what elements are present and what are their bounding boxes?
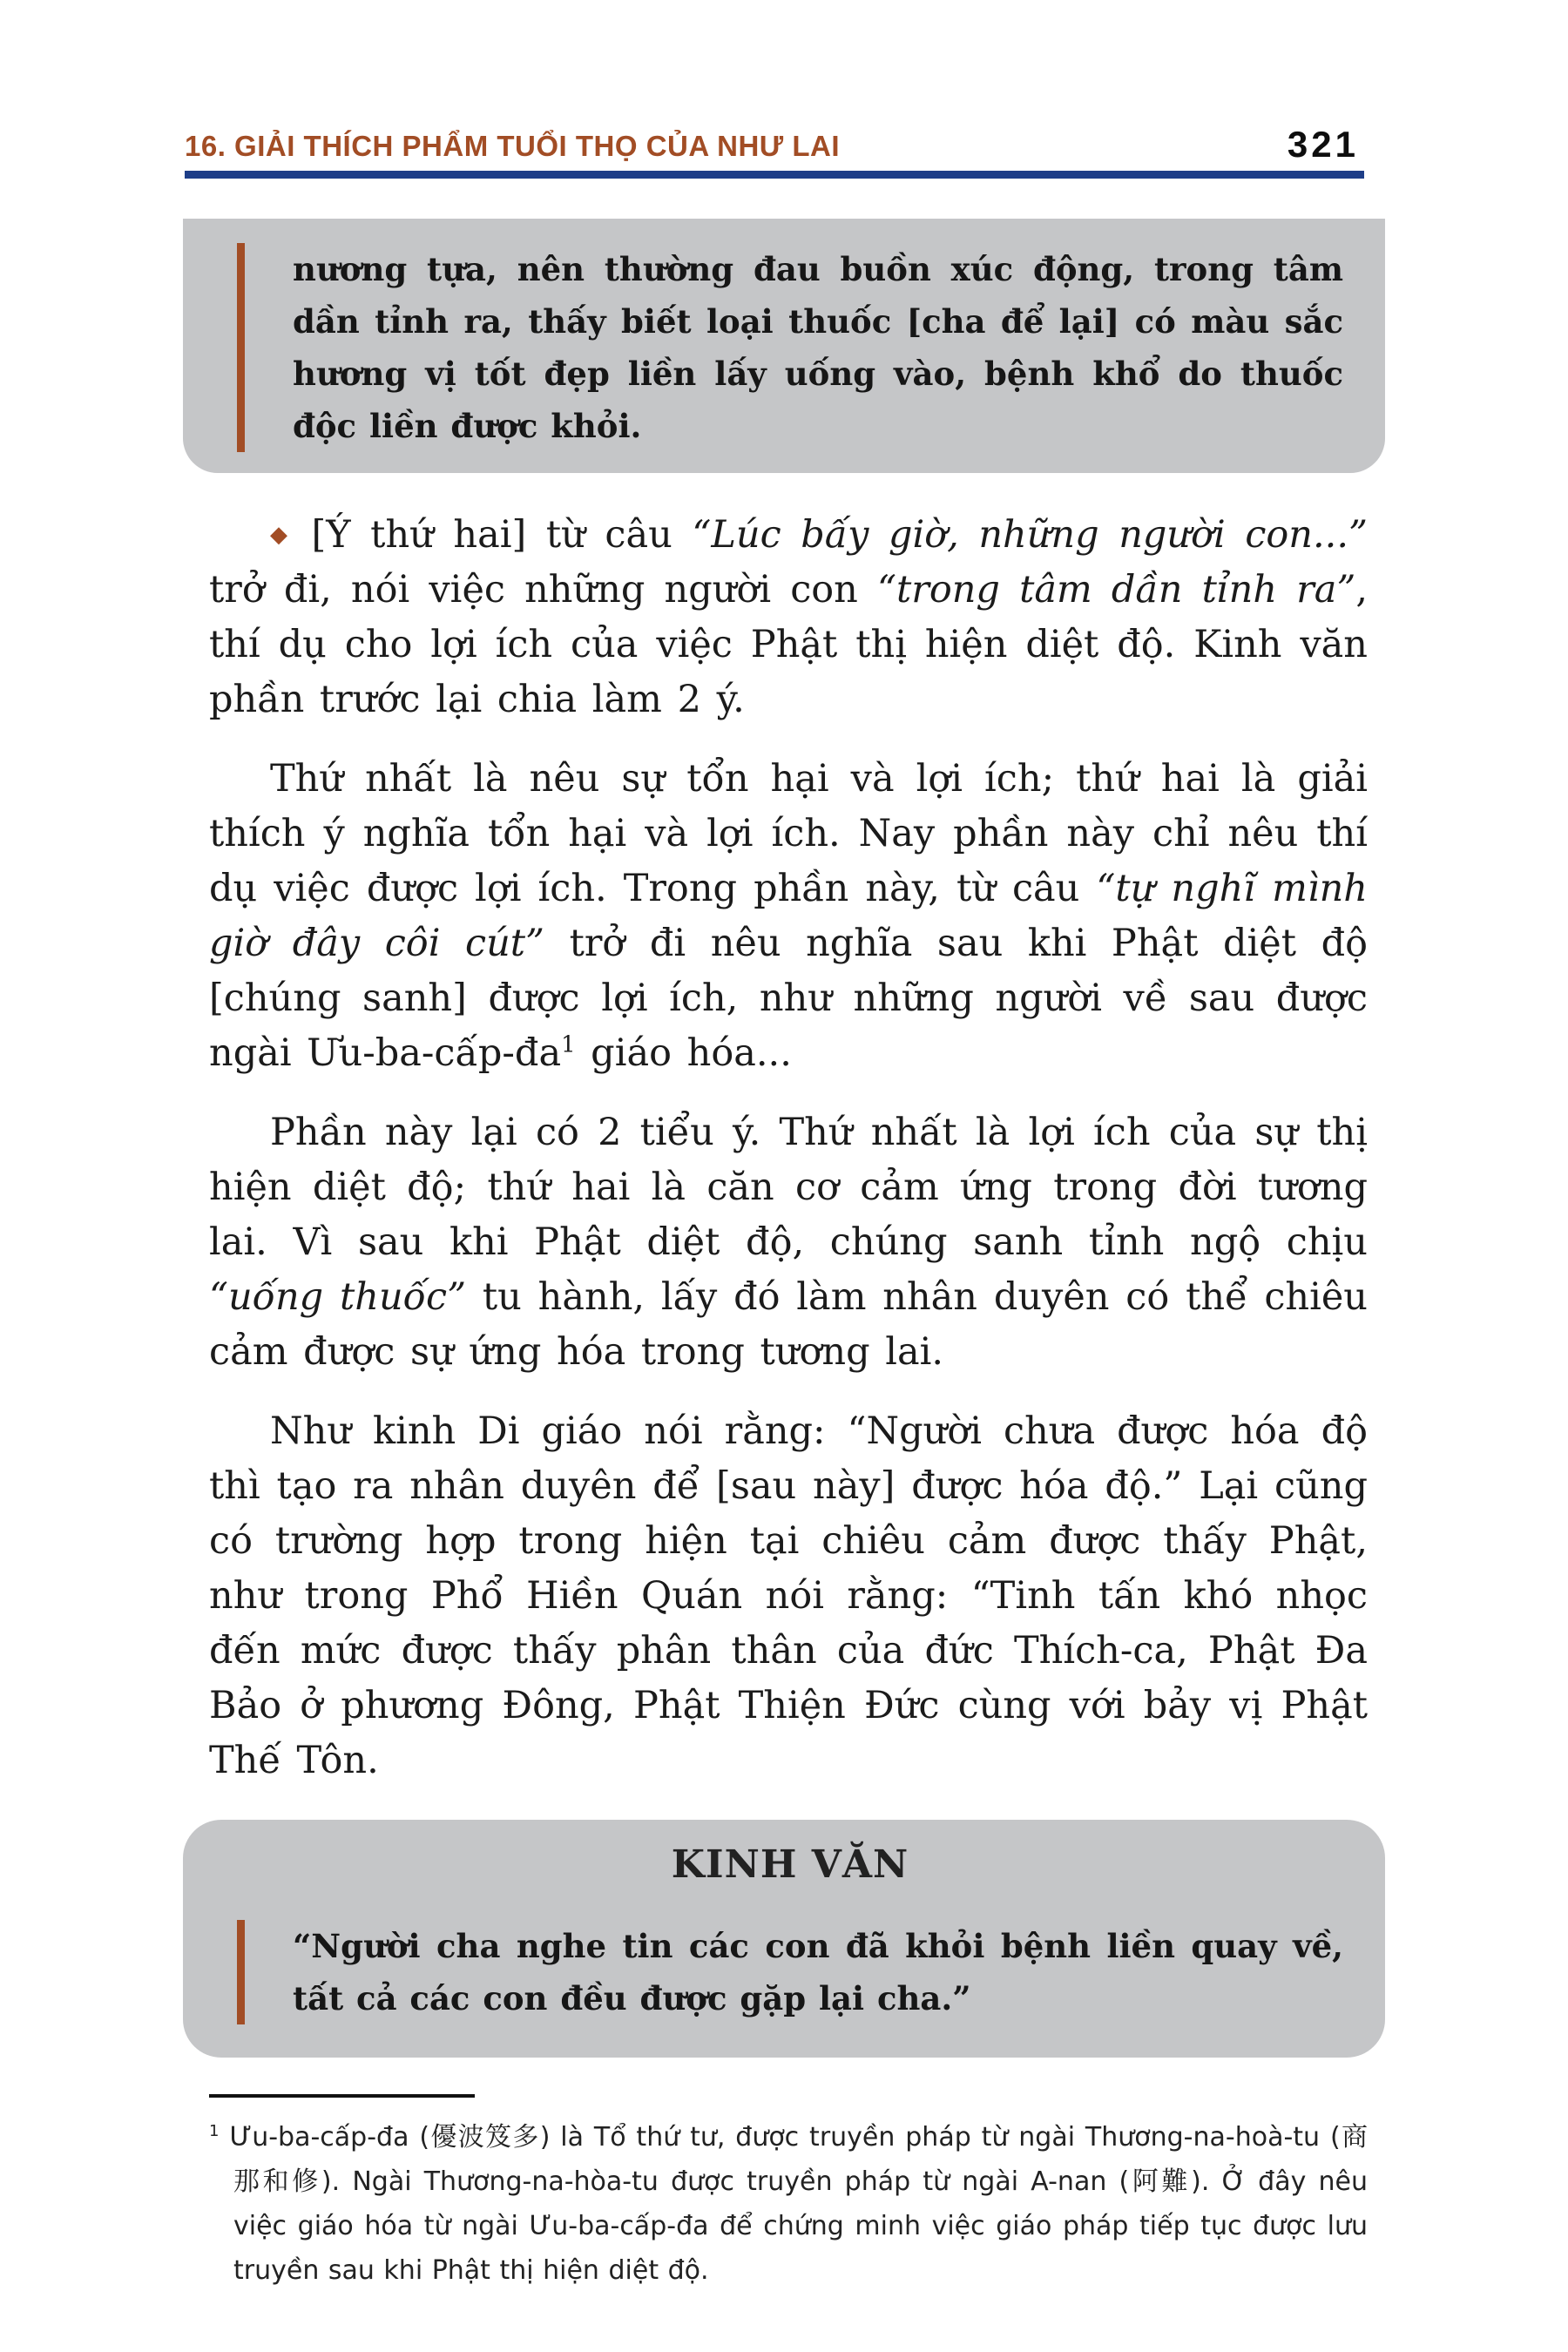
chapter-running-title: 16. GIẢI THÍCH PHẨM TUỔI THỌ CỦA NHƯ LAI [185,130,840,162]
kinh-van-quote-text: “Người cha nghe tin các con đã khỏi bệnh liền quay về, tất cả các con đều được gặp lại cha.” [293,1927,1343,2017]
sutra-quote-block-top [183,219,1385,473]
commentary-paragraph-2: Thứ nhất là nêu sự tổn hại và lợi ích; thứ hai là giải thích ý nghĩa tổn hại và lợi ích. Nay phần này chỉ nêu thí dụ việc được lợi ích. Trong phần này, từ câu “tự nghĩ mình giờ đây côi cút” trở đi nêu nghĩa sau khi Phật diệt độ [chúng sanh] được lợi ích, như những người về sau được ngài $Ưu-ba-cấp-đa^1$ giáo hóa... [209,757,1368,1075]
commentary-paragraph-4: Như kinh Di giáo nói rằng: “Người chưa được hóa độ thì tạo ra nhân duyên để [sau này] được hóa độ.” Lại cũng có trường hợp trong hiện tại chiêu cảm được thấy Phật, như trong Phổ Hiền Quán nói rằng: “Tinh tấn khó nhọc đến mức được thấy phân thân của đức Thích-ca, Phật Đa Bảo ở phương Đông, Phật Thiện Đức cùng với bảy vị Phật Thế Tôn. [209,1409,1368,1782]
page-header [185,0,1385,165]
kinh-van-title: KINH VĂN [671,1842,909,1887]
footnote-text [209,2115,1368,2293]
footnote-body: Ưu-ba-cấp-đa (優波笈多) là Tổ thứ tư, được truyền pháp từ ngài Thương-na-hoà-tu (商那和修). Ngài Thương-na-hòa-tu được truyền pháp từ ngài A-nan (阿難). Ở đây nêu việc giáo hóa từ ngài Ưu-ba-cấp-đa để chứng minh việc giáo pháp tiếp tục được lưu truyền sau khi Phật thị hiện diệt độ. [229,2122,1368,2286]
footnote-marker: 1 [209,2122,220,2140]
footnote-separator [209,2094,475,2098]
sutra-quote-bar-wrap [237,243,1343,452]
footnote-area [209,2094,1368,2293]
commentary-paragraph-3: Phần này lại có 2 tiểu ý. Thứ nhất là lợi ích của sự thị hiện diệt độ; thứ hai là căn cơ cảm ứng trong đời tương lai. Vì sau khi Phật diệt độ, chúng sanh tỉnh ngộ chịu “uống thuốc” tu hành, lấy đó làm nhân duyên có thể chiêu cảm được sự ứng hóa trong tương lai. [209,1111,1368,1374]
kinh-van-block [183,1820,1385,2058]
commentary-paragraph-1: ◆ [Ý thứ hai] từ câu “Lúc bấy giờ, những người con...” trở đi, nói việc những người con “trong tâm dần tỉnh ra”, thí dụ cho lợi ích của việc Phật thị hiện diệt độ. Kinh văn phần trước lại chia làm 2 ý. [209,513,1368,721]
sutra-quote-text: nương tựa, nên thường đau buồn xúc động, trong tâm dần tỉnh ra, thấy biết loại thuốc [cha để lại] có màu sắc hương vị tốt đẹp liền lấy uống vào, bệnh khổ do thuốc độc liền được khỏi. [293,250,1343,445]
page-number: 321 [1287,124,1359,165]
kinh-van-bar-wrap [237,1920,1343,2024]
header-rule [185,171,1364,179]
